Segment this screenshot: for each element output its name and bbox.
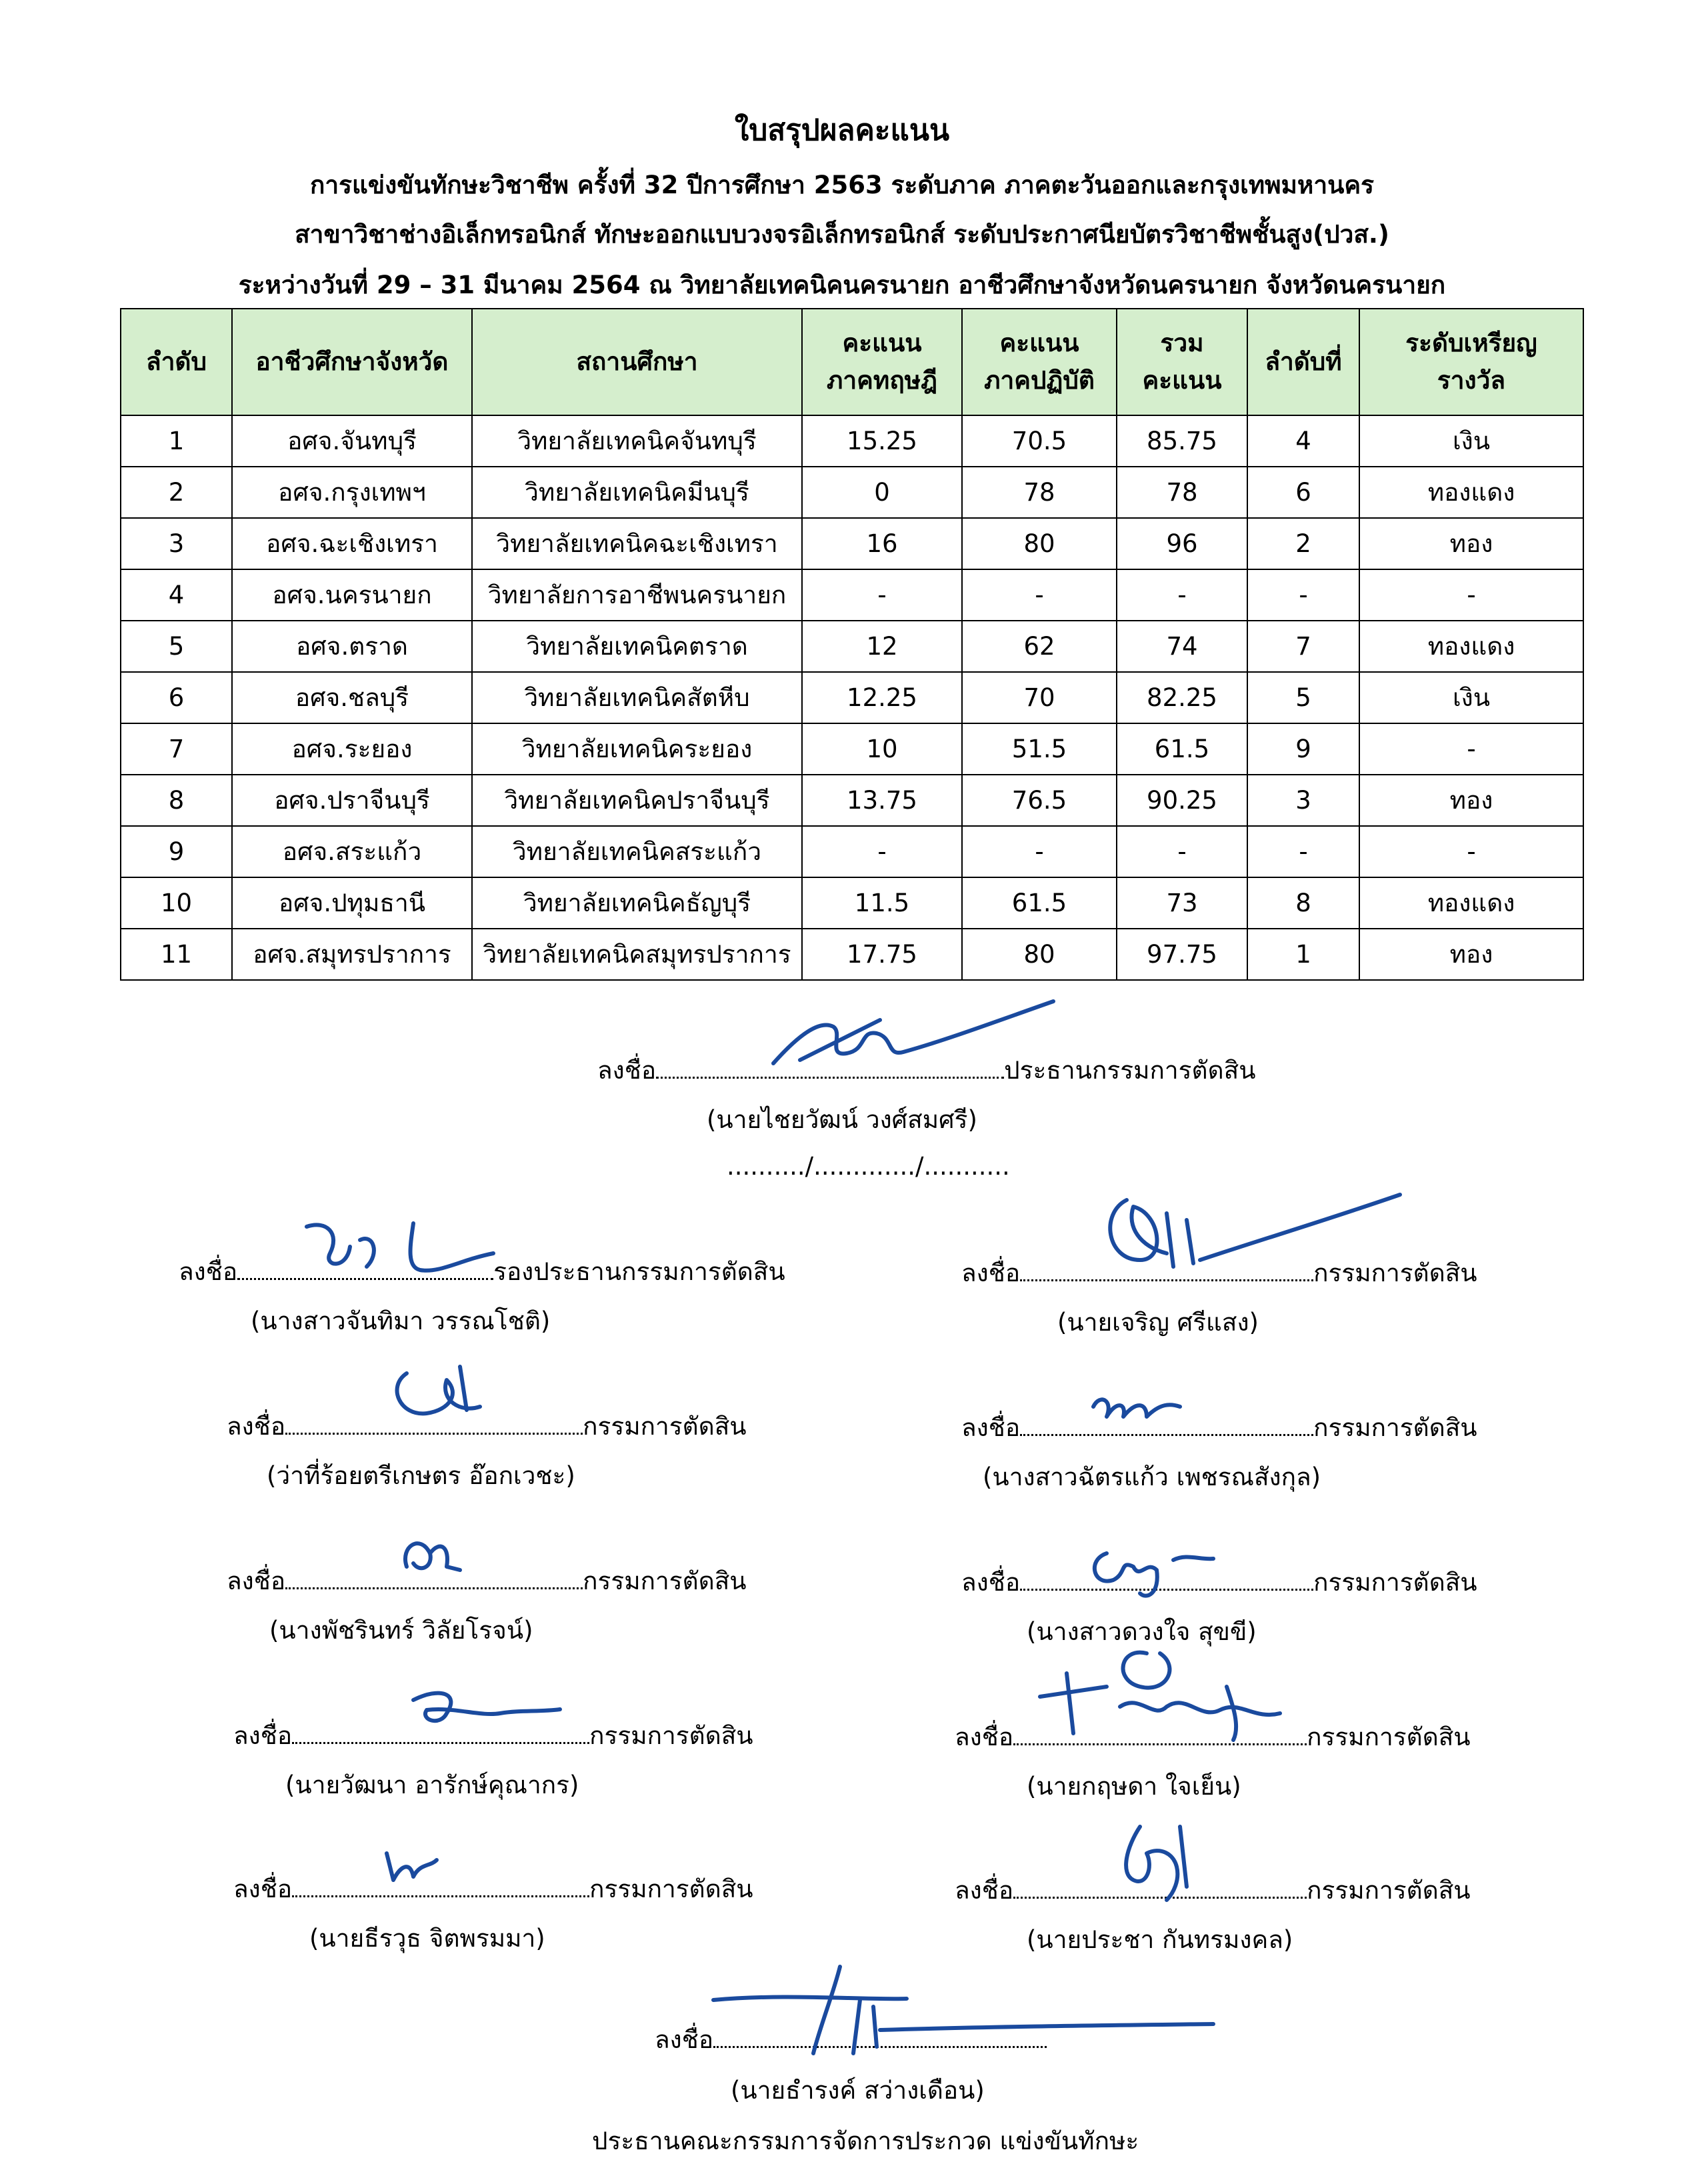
cell-no: 1	[121, 415, 232, 467]
cell-award: ทองแดง	[1359, 467, 1583, 518]
cell-province: อศจ.สมุทรปราการ	[232, 929, 472, 980]
table-row	[121, 775, 1583, 826]
member-signature	[373, 1840, 447, 1893]
cell-total: 90.25	[1117, 775, 1247, 826]
cell-theory: 11.5	[802, 877, 962, 929]
member-signature	[1100, 1813, 1207, 1907]
cell-rank: 1	[1247, 929, 1359, 980]
table-row	[121, 723, 1583, 775]
organizer-role: ประธานคณะกรรมการจัดการประกวด แข่งขันทักษะ	[592, 2127, 1139, 2155]
cell-theory: 17.75	[802, 929, 962, 980]
table-row	[121, 877, 1583, 929]
cell-total: 97.75	[1117, 929, 1247, 980]
cell-award: -	[1359, 826, 1583, 877]
member-sign-line: ลงชื่อ กรรมการตัดสิน	[955, 1876, 1471, 1905]
cell-total: 73	[1117, 877, 1247, 929]
cell-award: ทอง	[1359, 518, 1583, 569]
cell-theory: 0	[802, 467, 962, 518]
chair-signature	[760, 993, 1060, 1080]
member-signature	[393, 1527, 467, 1587]
cell-school: วิทยาลัยเทคนิคระยอง	[472, 723, 802, 775]
member-signature	[1087, 1187, 1407, 1293]
cell-total: 82.25	[1117, 672, 1247, 723]
cell-school: วิทยาลัยเทคนิคจันทบุรี	[472, 415, 802, 467]
col-header-no: ลำดับ	[121, 309, 232, 415]
col-header-rank: ลำดับที่	[1247, 309, 1359, 415]
cell-total: 96	[1117, 518, 1247, 569]
cell-province: อศจ.ชลบุรี	[232, 672, 472, 723]
cell-total: -	[1117, 569, 1247, 621]
cell-practice: 51.5	[962, 723, 1117, 775]
cell-school: วิทยาลัยเทคนิคตราด	[472, 621, 802, 672]
document-title: ใบสรุปผลคะแนน	[734, 113, 950, 147]
member-sign-line: ลงชื่อ กรรมการตัดสิน	[233, 1721, 753, 1750]
cell-province: อศจ.ฉะเชิงเทรา	[232, 518, 472, 569]
vice-chair-signature	[300, 1213, 500, 1287]
cell-practice: 70	[962, 672, 1117, 723]
member-name: (นางสาวฉัตรแก้ว เพชรณสังกุล)	[983, 1463, 1321, 1491]
col-header-practice: คะแนน ภาคปฏิบัติ	[962, 309, 1117, 415]
member-sign-line: ลงชื่อ กรรมการตัดสิน	[227, 1412, 747, 1441]
cell-total: -	[1117, 826, 1247, 877]
cell-practice: -	[962, 569, 1117, 621]
organizer-signature	[707, 1960, 1220, 2067]
cell-province: อศจ.ตราด	[232, 621, 472, 672]
chair-date: ........../............./...........	[727, 1152, 1010, 1181]
member-name: (นายประชา กันทรมงคล)	[1027, 1925, 1293, 1954]
competition-line: การแข่งขันทักษะวิชาชีพ ครั้งที่ 32 ปีการศึกษา 2563 ระดับภาค ภาคตะวันออกและกรุงเทพมหานคร	[309, 171, 1375, 199]
table-row	[121, 929, 1583, 980]
cell-practice: 70.5	[962, 415, 1117, 467]
member-sign-line: ลงชื่อ กรรมการตัดสิน	[961, 1259, 1477, 1287]
member-name: (นายธีรวุธ จิตพรมมา)	[309, 1924, 545, 1953]
cell-practice: 62	[962, 621, 1117, 672]
score-table	[120, 308, 1584, 981]
cell-school: วิทยาลัยเทคนิคธัญบุรี	[472, 877, 802, 929]
col-header-total: รวม คะแนน	[1117, 309, 1247, 415]
field-line: สาขาวิชาช่างอิเล็กทรอนิกส์ ทักษะออกแบบวงจรอิเล็กทรอนิกส์ ระดับประกาศนียบัตรวิชาชีพชั้นสูง(ปวส.)	[295, 220, 1389, 249]
cell-rank: 2	[1247, 518, 1359, 569]
cell-province: อศจ.กรุงเทพฯ	[232, 467, 472, 518]
member-name: (นางพัชรินทร์ วิลัยโรจน์)	[269, 1616, 533, 1645]
cell-province: อศจ.ระยอง	[232, 723, 472, 775]
member-name: (นายเจริญ ศรีแสง)	[1057, 1308, 1259, 1337]
cell-no: 7	[121, 723, 232, 775]
organizer-name: (นายธำรงค์ สว่างเดือน)	[731, 2076, 985, 2105]
cell-award: เงิน	[1359, 415, 1583, 467]
cell-total: 85.75	[1117, 415, 1247, 467]
member-signature	[387, 1353, 493, 1427]
cell-no: 3	[121, 518, 232, 569]
cell-school: วิทยาลัยการอาชีพนครนายก	[472, 569, 802, 621]
cell-theory: 16	[802, 518, 962, 569]
col-header-theory: คะแนน ภาคทฤษฎี	[802, 309, 962, 415]
cell-rank: 6	[1247, 467, 1359, 518]
member-sign-line: ลงชื่อ กรรมการตัดสิน	[233, 1875, 753, 1903]
member-name: (นายกฤษดา ใจเย็น)	[1027, 1772, 1241, 1801]
member-signature	[1087, 1387, 1187, 1433]
cell-rank: 7	[1247, 621, 1359, 672]
cell-province: อศจ.ปราจีนบุรี	[232, 775, 472, 826]
cell-school: วิทยาลัยเทคนิคฉะเชิงเทรา	[472, 518, 802, 569]
cell-practice: 80	[962, 518, 1117, 569]
cell-rank: 9	[1247, 723, 1359, 775]
organizer-sign-line: ลงชื่อ	[655, 2020, 1047, 2059]
cell-school: วิทยาลัยเทคนิคปราจีนบุรี	[472, 775, 802, 826]
member-name: (นายวัฒนา อารักษ์คุณากร)	[285, 1771, 579, 1799]
cell-award: -	[1359, 569, 1583, 621]
cell-rank: 4	[1247, 415, 1359, 467]
cell-practice: 61.5	[962, 877, 1117, 929]
cell-rank: 8	[1247, 877, 1359, 929]
cell-award: ทอง	[1359, 929, 1583, 980]
vice-chair-name: (นางสาวจันทิมา วรรณโชติ)	[251, 1307, 551, 1335]
cell-no: 10	[121, 877, 232, 929]
chair-name: (นายไชยวัฒน์ วงศ์สมศรี)	[707, 1105, 977, 1134]
cell-no: 2	[121, 467, 232, 518]
cell-province: อศจ.สระแก้ว	[232, 826, 472, 877]
cell-no: 9	[121, 826, 232, 877]
table-row	[121, 672, 1583, 723]
cell-province: อศจ.จันทบุรี	[232, 415, 472, 467]
cell-award: ทอง	[1359, 775, 1583, 826]
cell-rank: 5	[1247, 672, 1359, 723]
table-row	[121, 467, 1583, 518]
member-signature	[400, 1680, 567, 1733]
member-name: (นางสาวดวงใจ สุขขี)	[1027, 1617, 1257, 1646]
cell-province: อศจ.ปทุมธานี	[232, 877, 472, 929]
cell-practice: 76.5	[962, 775, 1117, 826]
member-sign-line: ลงชื่อ กรรมการตัดสิน	[955, 1723, 1471, 1751]
cell-no: 6	[121, 672, 232, 723]
cell-school: วิทยาลัยเทคนิคมีนบุรี	[472, 467, 802, 518]
member-sign-line: ลงชื่อ กรรมการตัดสิน	[961, 1568, 1477, 1597]
cell-award: -	[1359, 723, 1583, 775]
cell-theory: 12.25	[802, 672, 962, 723]
member-sign-line: ลงชื่อ กรรมการตัดสิน	[227, 1567, 747, 1595]
col-header-province: อาชีวศึกษาจังหวัด	[232, 309, 472, 415]
cell-school: วิทยาลัยเทคนิคสระแก้ว	[472, 826, 802, 877]
member-name: (ว่าที่ร้อยตรีเกษตร อ๊อกเวชะ)	[267, 1461, 575, 1490]
cell-total: 74	[1117, 621, 1247, 672]
table-row	[121, 621, 1583, 672]
table-header-row	[121, 309, 1583, 415]
cell-award: ทองแดง	[1359, 621, 1583, 672]
table-row	[121, 518, 1583, 569]
table-row	[121, 415, 1583, 467]
cell-theory: 12	[802, 621, 962, 672]
cell-rank: -	[1247, 826, 1359, 877]
date-venue-line: ระหว่างวันที่ 29 – 31 มีนาคม 2564 ณ วิทยาลัยเทคนิคนครนายก อาชีวศึกษาจังหวัดนครนายก จังหวัดนครนายก	[238, 271, 1446, 299]
cell-no: 11	[121, 929, 232, 980]
member-signature	[1080, 1533, 1253, 1607]
cell-no: 4	[121, 569, 232, 621]
cell-practice: -	[962, 826, 1117, 877]
cell-total: 78	[1117, 467, 1247, 518]
cell-no: 5	[121, 621, 232, 672]
cell-theory: 15.25	[802, 415, 962, 467]
cell-theory: -	[802, 569, 962, 621]
member-signature	[1027, 1633, 1307, 1753]
cell-total: 61.5	[1117, 723, 1247, 775]
table-row	[121, 826, 1583, 877]
cell-practice: 80	[962, 929, 1117, 980]
col-header-school: สถานศึกษา	[472, 309, 802, 415]
cell-school: วิทยาลัยเทคนิคสมุทรปราการ	[472, 929, 802, 980]
vice-chair-sign-line: ลงชื่อ รองประธานกรรมการตัดสิน	[179, 1257, 785, 1286]
cell-practice: 78	[962, 467, 1117, 518]
table-row	[121, 569, 1583, 621]
cell-award: เงิน	[1359, 672, 1583, 723]
cell-no: 8	[121, 775, 232, 826]
cell-province: อศจ.นครนายก	[232, 569, 472, 621]
cell-rank: -	[1247, 569, 1359, 621]
chair-sign-line: ลงชื่อ ประธานกรรมการตัดสิน	[597, 1056, 1256, 1085]
cell-theory: 10	[802, 723, 962, 775]
col-header-award: ระดับเหรียญ รางวัล	[1359, 309, 1583, 415]
cell-theory: 13.75	[802, 775, 962, 826]
cell-award: ทองแดง	[1359, 877, 1583, 929]
cell-theory: -	[802, 826, 962, 877]
cell-rank: 3	[1247, 775, 1359, 826]
member-sign-line: ลงชื่อ กรรมการตัดสิน	[961, 1413, 1477, 1442]
cell-school: วิทยาลัยเทคนิคสัตหีบ	[472, 672, 802, 723]
